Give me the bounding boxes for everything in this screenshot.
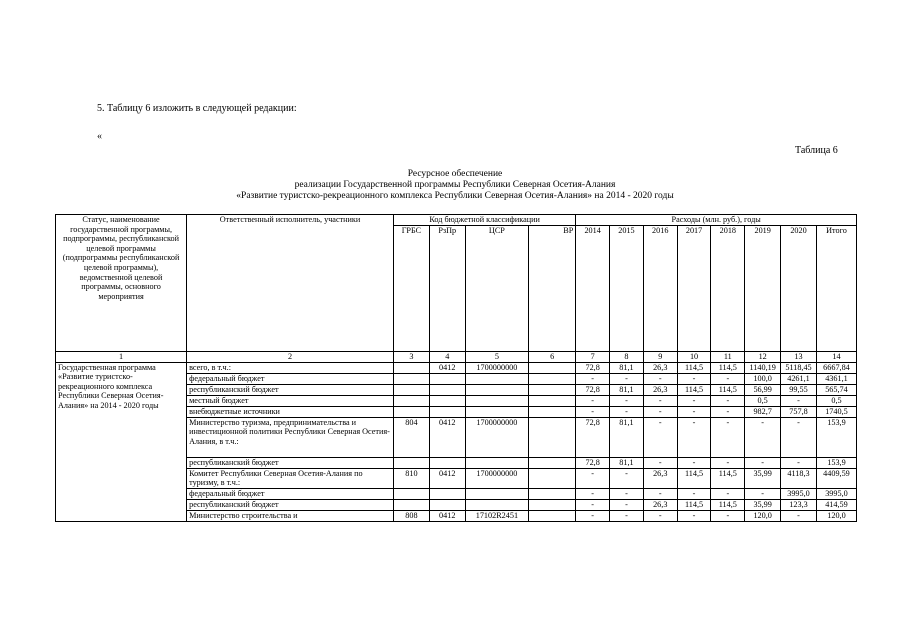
value-cell: - bbox=[643, 488, 677, 499]
rzpr-cell: 0412 bbox=[429, 468, 465, 488]
column-number: 3 bbox=[393, 352, 429, 363]
grbs-cell bbox=[393, 457, 429, 468]
vr-cell bbox=[529, 499, 576, 510]
value-cell: - bbox=[711, 510, 745, 521]
quote-mark: « bbox=[97, 131, 102, 142]
header-csr: ЦСР bbox=[465, 226, 528, 352]
column-number: 8 bbox=[610, 352, 644, 363]
value-cell: - bbox=[677, 395, 711, 406]
value-cell: - bbox=[711, 417, 745, 457]
column-number: 4 bbox=[429, 352, 465, 363]
header-rzpr: РзПр bbox=[429, 226, 465, 352]
value-cell: 114,5 bbox=[711, 362, 745, 373]
value-cell: 56,99 bbox=[745, 384, 781, 395]
value-cell: 3995,0 bbox=[781, 488, 817, 499]
column-number: 14 bbox=[816, 352, 856, 363]
vr-cell bbox=[529, 395, 576, 406]
value-cell: 1140,19 bbox=[745, 362, 781, 373]
executor-cell: республиканский бюджет bbox=[187, 384, 394, 395]
header-vr: ВР bbox=[529, 226, 576, 352]
value-cell: - bbox=[781, 510, 817, 521]
value-cell: 114,5 bbox=[677, 468, 711, 488]
column-number: 7 bbox=[576, 352, 610, 363]
value-cell: - bbox=[643, 406, 677, 417]
header-year-2020: 2020 bbox=[781, 226, 817, 352]
value-cell: 120,0 bbox=[745, 510, 781, 521]
value-cell: 3995,0 bbox=[816, 488, 856, 499]
value-cell: - bbox=[610, 406, 644, 417]
value-cell: 114,5 bbox=[677, 499, 711, 510]
value-cell: 4261,1 bbox=[781, 373, 817, 384]
grbs-cell bbox=[393, 395, 429, 406]
value-cell: 4118,3 bbox=[781, 468, 817, 488]
vr-cell bbox=[529, 457, 576, 468]
value-cell: - bbox=[610, 510, 644, 521]
grbs-cell bbox=[393, 499, 429, 510]
column-number: 10 bbox=[677, 352, 711, 363]
header-status: Статус, наименование государственной программы, подпрограммы, республиканской целевой программы (подпрограммы республиканской целевой программы), ведомственной целевой программы, основного мероприятия bbox=[56, 215, 187, 352]
value-cell: - bbox=[711, 395, 745, 406]
value-cell: 100,0 bbox=[745, 373, 781, 384]
value-cell: - bbox=[745, 488, 781, 499]
vr-cell bbox=[529, 468, 576, 488]
value-cell: - bbox=[781, 417, 817, 457]
value-cell: - bbox=[576, 373, 610, 384]
value-cell: 0,5 bbox=[745, 395, 781, 406]
table-row bbox=[56, 362, 857, 373]
value-cell: - bbox=[677, 488, 711, 499]
value-cell: 81,1 bbox=[610, 417, 644, 457]
value-cell: - bbox=[576, 488, 610, 499]
intro-text: 5. Таблицу 6 изложить в следующей редакции: bbox=[97, 103, 297, 114]
rzpr-cell bbox=[429, 395, 465, 406]
value-cell: - bbox=[677, 417, 711, 457]
header-expenses-group: Расходы (млн. руб.), годы bbox=[576, 215, 857, 226]
value-cell: - bbox=[576, 395, 610, 406]
column-number: 13 bbox=[781, 352, 817, 363]
column-number: 9 bbox=[643, 352, 677, 363]
value-cell: 72,8 bbox=[576, 457, 610, 468]
csr-cell bbox=[465, 384, 528, 395]
value-cell: - bbox=[576, 510, 610, 521]
value-cell: - bbox=[610, 373, 644, 384]
grbs-cell: 808 bbox=[393, 510, 429, 521]
vr-cell bbox=[529, 488, 576, 499]
value-cell: 114,5 bbox=[711, 468, 745, 488]
value-cell: 35,99 bbox=[745, 468, 781, 488]
value-cell: 81,1 bbox=[610, 457, 644, 468]
value-cell: - bbox=[711, 373, 745, 384]
value-cell: 1740,5 bbox=[816, 406, 856, 417]
vr-cell bbox=[529, 373, 576, 384]
grbs-cell: 810 bbox=[393, 468, 429, 488]
column-number: 5 bbox=[465, 352, 528, 363]
value-cell: - bbox=[610, 488, 644, 499]
value-cell: - bbox=[677, 457, 711, 468]
header-year-2017: 2017 bbox=[677, 226, 711, 352]
value-cell: 4361,1 bbox=[816, 373, 856, 384]
value-cell: 414,59 bbox=[816, 499, 856, 510]
rzpr-cell: 0412 bbox=[429, 362, 465, 373]
table-label: Таблица 6 bbox=[795, 145, 838, 156]
csr-cell bbox=[465, 499, 528, 510]
csr-cell: 1700000000 bbox=[465, 362, 528, 373]
csr-cell: 17102R2451 bbox=[465, 510, 528, 521]
value-cell: 81,1 bbox=[610, 362, 644, 373]
program-name: Государственная программа «Развитие туристско-рекреационного комплекса Республики Северная Осетия-Алания» на 2014 - 2020 годы bbox=[56, 362, 187, 521]
value-cell: 35,99 bbox=[745, 499, 781, 510]
value-cell: 99,55 bbox=[781, 384, 817, 395]
value-cell: 0,5 bbox=[816, 395, 856, 406]
value-cell: 72,8 bbox=[576, 362, 610, 373]
title-line-2: реализации Государственной программы Республики Северная Осетия-Алания bbox=[294, 180, 616, 190]
rzpr-cell bbox=[429, 384, 465, 395]
rzpr-cell bbox=[429, 406, 465, 417]
value-cell: - bbox=[610, 468, 644, 488]
rzpr-cell bbox=[429, 373, 465, 384]
value-cell: 81,1 bbox=[610, 384, 644, 395]
title-line-1: Ресурсное обеспечение bbox=[407, 169, 503, 179]
rzpr-cell bbox=[429, 457, 465, 468]
value-cell: - bbox=[643, 417, 677, 457]
value-cell: - bbox=[677, 510, 711, 521]
grbs-cell bbox=[393, 488, 429, 499]
executor-cell: республиканский бюджет bbox=[187, 499, 394, 510]
executor-cell: всего, в т.ч.: bbox=[187, 362, 394, 373]
value-cell: - bbox=[643, 373, 677, 384]
value-cell: - bbox=[576, 499, 610, 510]
rzpr-cell bbox=[429, 488, 465, 499]
csr-cell bbox=[465, 457, 528, 468]
value-cell: - bbox=[781, 457, 817, 468]
value-cell: 982,7 bbox=[745, 406, 781, 417]
rzpr-cell bbox=[429, 499, 465, 510]
executor-cell: Министерство туризма, предпринимательства и инвестиционной политики Республики Северная Осетия-Алания, в т.ч.: bbox=[187, 417, 394, 457]
executor-cell: республиканский бюджет bbox=[187, 457, 394, 468]
value-cell: - bbox=[745, 457, 781, 468]
grbs-cell bbox=[393, 384, 429, 395]
executor-cell: федеральный бюджет bbox=[187, 488, 394, 499]
vr-cell bbox=[529, 406, 576, 417]
value-cell: 114,5 bbox=[711, 499, 745, 510]
header-grbs: ГРБС bbox=[393, 226, 429, 352]
grbs-cell bbox=[393, 362, 429, 373]
executor-cell: федеральный бюджет bbox=[187, 373, 394, 384]
value-cell: - bbox=[677, 406, 711, 417]
grbs-cell bbox=[393, 373, 429, 384]
header-total: Итого bbox=[816, 226, 856, 352]
column-number-row bbox=[56, 352, 857, 363]
value-cell: 153,9 bbox=[816, 457, 856, 468]
column-number: 12 bbox=[745, 352, 781, 363]
value-cell: 4409,59 bbox=[816, 468, 856, 488]
value-cell: 153,9 bbox=[816, 417, 856, 457]
header-code-group: Код бюджетной классификации bbox=[393, 215, 575, 226]
value-cell: 26,3 bbox=[643, 468, 677, 488]
executor-cell: Министерство строительства и bbox=[187, 510, 394, 521]
value-cell: 6667,84 bbox=[816, 362, 856, 373]
value-cell: 120,0 bbox=[816, 510, 856, 521]
header-year-2015: 2015 bbox=[610, 226, 644, 352]
value-cell: - bbox=[677, 373, 711, 384]
vr-cell bbox=[529, 362, 576, 373]
value-cell: - bbox=[643, 457, 677, 468]
value-cell: - bbox=[711, 406, 745, 417]
header-row-1 bbox=[56, 215, 857, 226]
value-cell: 72,8 bbox=[576, 384, 610, 395]
value-cell: 26,3 bbox=[643, 499, 677, 510]
value-cell: - bbox=[643, 510, 677, 521]
value-cell: 565,74 bbox=[816, 384, 856, 395]
executor-cell: внебюджетные источники bbox=[187, 406, 394, 417]
value-cell: 123,3 bbox=[781, 499, 817, 510]
resource-table bbox=[55, 214, 857, 522]
value-cell: 5118,45 bbox=[781, 362, 817, 373]
csr-cell bbox=[465, 373, 528, 384]
csr-cell: 1700000000 bbox=[465, 417, 528, 457]
value-cell: - bbox=[610, 499, 644, 510]
grbs-cell bbox=[393, 406, 429, 417]
value-cell: - bbox=[745, 417, 781, 457]
title-line-3: «Развитие туристско-рекреационного комплекса Республики Северная Осетия-Алания» на 2014 - 2020 годы bbox=[236, 191, 674, 201]
header-year-2018: 2018 bbox=[711, 226, 745, 352]
header-executor: Ответственный исполнитель, участники bbox=[187, 215, 394, 352]
column-number: 1 bbox=[56, 352, 187, 363]
column-number: 11 bbox=[711, 352, 745, 363]
vr-cell bbox=[529, 384, 576, 395]
csr-cell: 1700000000 bbox=[465, 468, 528, 488]
csr-cell bbox=[465, 395, 528, 406]
header-year-2016: 2016 bbox=[643, 226, 677, 352]
grbs-cell: 804 bbox=[393, 417, 429, 457]
header-year-2014: 2014 bbox=[576, 226, 610, 352]
csr-cell bbox=[465, 406, 528, 417]
value-cell: 114,5 bbox=[677, 384, 711, 395]
column-number: 6 bbox=[529, 352, 576, 363]
csr-cell bbox=[465, 488, 528, 499]
vr-cell bbox=[529, 417, 576, 457]
value-cell: 114,5 bbox=[677, 362, 711, 373]
rzpr-cell: 0412 bbox=[429, 417, 465, 457]
executor-cell: местный бюджет bbox=[187, 395, 394, 406]
value-cell: - bbox=[643, 395, 677, 406]
value-cell: - bbox=[711, 457, 745, 468]
value-cell: 26,3 bbox=[643, 362, 677, 373]
value-cell: - bbox=[576, 468, 610, 488]
value-cell: 114,5 bbox=[711, 384, 745, 395]
value-cell: - bbox=[781, 395, 817, 406]
executor-cell: Комитет Республики Северная Осетия-Алания по туризму, в т.ч.: bbox=[187, 468, 394, 488]
value-cell: 757,8 bbox=[781, 406, 817, 417]
header-year-2019: 2019 bbox=[745, 226, 781, 352]
rzpr-cell: 0412 bbox=[429, 510, 465, 521]
value-cell: - bbox=[576, 406, 610, 417]
value-cell: - bbox=[610, 395, 644, 406]
vr-cell bbox=[529, 510, 576, 521]
value-cell: - bbox=[711, 488, 745, 499]
value-cell: 72,8 bbox=[576, 417, 610, 457]
value-cell: 26,3 bbox=[643, 384, 677, 395]
column-number: 2 bbox=[187, 352, 394, 363]
